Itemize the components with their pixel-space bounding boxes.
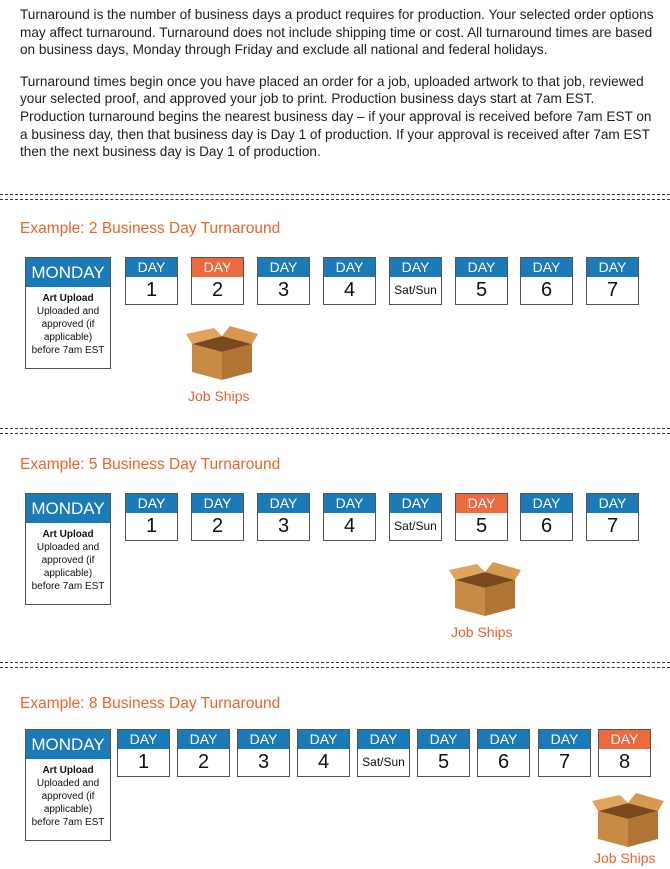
day-label: DAY bbox=[521, 494, 572, 513]
day-label: DAY bbox=[521, 258, 572, 277]
day-label: DAY bbox=[587, 494, 638, 513]
day-label: DAY bbox=[358, 730, 409, 749]
monday-description bbox=[26, 759, 110, 829]
day-number: 3 bbox=[257, 751, 270, 773]
day-number: Sat/Sun bbox=[394, 519, 437, 533]
day-card bbox=[389, 257, 442, 305]
art-upload-title: Art Upload bbox=[42, 529, 94, 540]
day-number: 1 bbox=[145, 279, 158, 301]
day-number: 4 bbox=[317, 751, 330, 773]
art-upload-text: Uploaded and approved (if applicable) before 7am EST bbox=[31, 778, 105, 828]
day-label: DAY bbox=[118, 730, 169, 749]
day-label: DAY bbox=[258, 494, 309, 513]
day-number: 1 bbox=[145, 515, 158, 537]
day-number: 6 bbox=[497, 751, 510, 773]
day-card bbox=[323, 493, 376, 541]
intro-text bbox=[20, 6, 660, 161]
day-label: DAY bbox=[418, 730, 469, 749]
monday-card bbox=[25, 257, 111, 369]
day-label: DAY bbox=[539, 730, 590, 749]
day-label: DAY bbox=[587, 258, 638, 277]
day-card bbox=[125, 257, 178, 305]
day-card-highlighted bbox=[455, 493, 508, 541]
day-number: 2 bbox=[211, 515, 224, 537]
monday-card bbox=[25, 729, 111, 841]
section-divider bbox=[0, 662, 670, 668]
day-number: 7 bbox=[558, 751, 571, 773]
day-card bbox=[477, 729, 530, 777]
day-card bbox=[237, 729, 290, 777]
day-number: 3 bbox=[277, 515, 290, 537]
day-card bbox=[177, 729, 230, 777]
day-label: DAY bbox=[126, 258, 177, 277]
day-label: DAY bbox=[478, 730, 529, 749]
day-card bbox=[357, 729, 410, 777]
monday-label: MONDAY bbox=[26, 730, 110, 759]
monday-description bbox=[26, 287, 110, 357]
intro-paragraph-1: Turnaround is the number of business days a product requires for production. Your selected order options may affect turnaround. Turnaround does not include shipping time or cost. All turnaround times are based on business days, Monday through Friday and exclude all national and federal holidays. bbox=[20, 7, 654, 58]
day-label: DAY bbox=[238, 730, 289, 749]
section-divider bbox=[0, 194, 670, 200]
day-card bbox=[586, 257, 639, 305]
day-label: DAY bbox=[456, 494, 507, 513]
day-number: Sat/Sun bbox=[362, 755, 405, 769]
intro-paragraph-2: Turnaround times begin once you have placed an order for a job, uploaded artwork to that job, reviewed your selected proof, and approved your job to print. Production business days start at 7am EST. Production turnaround begins the nearest business day – if your approval is received before 7am EST on a business day, then that business day is Day 1 of production. If your approval is received after 7am EST then the next business day is Day 1 of production. bbox=[20, 73, 652, 160]
day-number: 8 bbox=[618, 751, 631, 773]
day-number: 5 bbox=[437, 751, 450, 773]
day-number: 6 bbox=[540, 279, 553, 301]
day-card bbox=[257, 257, 310, 305]
art-upload-title: Art Upload bbox=[42, 765, 94, 776]
day-number: 1 bbox=[137, 751, 150, 773]
day-number: 6 bbox=[540, 515, 553, 537]
package-box-icon bbox=[186, 322, 258, 387]
monday-card bbox=[25, 493, 111, 605]
job-ships-label: Job Ships bbox=[188, 388, 250, 404]
day-number: Sat/Sun bbox=[394, 283, 437, 297]
day-card bbox=[191, 493, 244, 541]
day-card bbox=[520, 257, 573, 305]
day-card bbox=[125, 493, 178, 541]
day-number: 5 bbox=[475, 515, 488, 537]
day-card bbox=[586, 493, 639, 541]
day-card-highlighted bbox=[191, 257, 244, 305]
day-label: DAY bbox=[126, 494, 177, 513]
day-number: 2 bbox=[197, 751, 210, 773]
day-label: DAY bbox=[599, 730, 650, 749]
day-label: DAY bbox=[324, 258, 375, 277]
day-number: 4 bbox=[343, 515, 356, 537]
art-upload-title: Art Upload bbox=[42, 293, 94, 304]
day-label: DAY bbox=[390, 494, 441, 513]
day-label: DAY bbox=[192, 258, 243, 277]
day-label: DAY bbox=[324, 494, 375, 513]
day-label: DAY bbox=[192, 494, 243, 513]
day-card bbox=[538, 729, 591, 777]
day-label: DAY bbox=[456, 258, 507, 277]
day-card-highlighted bbox=[598, 729, 651, 777]
example-title: Example: 8 Business Day Turnaround bbox=[20, 695, 281, 712]
art-upload-text: Uploaded and approved (if applicable) before 7am EST bbox=[31, 306, 105, 356]
example-title: Example: 2 Business Day Turnaround bbox=[20, 220, 281, 237]
job-ships-label: Job Ships bbox=[594, 850, 656, 866]
monday-description bbox=[26, 523, 110, 593]
day-card bbox=[297, 729, 350, 777]
day-number: 7 bbox=[606, 279, 619, 301]
section-divider bbox=[0, 428, 670, 434]
day-card bbox=[417, 729, 470, 777]
day-card bbox=[520, 493, 573, 541]
monday-label: MONDAY bbox=[26, 494, 110, 523]
day-label: DAY bbox=[298, 730, 349, 749]
day-number: 2 bbox=[211, 279, 224, 301]
day-label: DAY bbox=[390, 258, 441, 277]
day-number: 7 bbox=[606, 515, 619, 537]
package-box-icon bbox=[592, 789, 664, 854]
day-number: 5 bbox=[475, 279, 488, 301]
day-label: DAY bbox=[258, 258, 309, 277]
day-number: 3 bbox=[277, 279, 290, 301]
day-number: 4 bbox=[343, 279, 356, 301]
day-card bbox=[117, 729, 170, 777]
monday-label: MONDAY bbox=[26, 258, 110, 287]
day-card bbox=[455, 257, 508, 305]
day-card bbox=[257, 493, 310, 541]
day-card bbox=[389, 493, 442, 541]
art-upload-text: Uploaded and approved (if applicable) before 7am EST bbox=[31, 542, 105, 592]
example-title: Example: 5 Business Day Turnaround bbox=[20, 456, 281, 473]
package-box-icon bbox=[449, 558, 521, 623]
job-ships-label: Job Ships bbox=[451, 624, 513, 640]
day-label: DAY bbox=[178, 730, 229, 749]
day-card bbox=[323, 257, 376, 305]
